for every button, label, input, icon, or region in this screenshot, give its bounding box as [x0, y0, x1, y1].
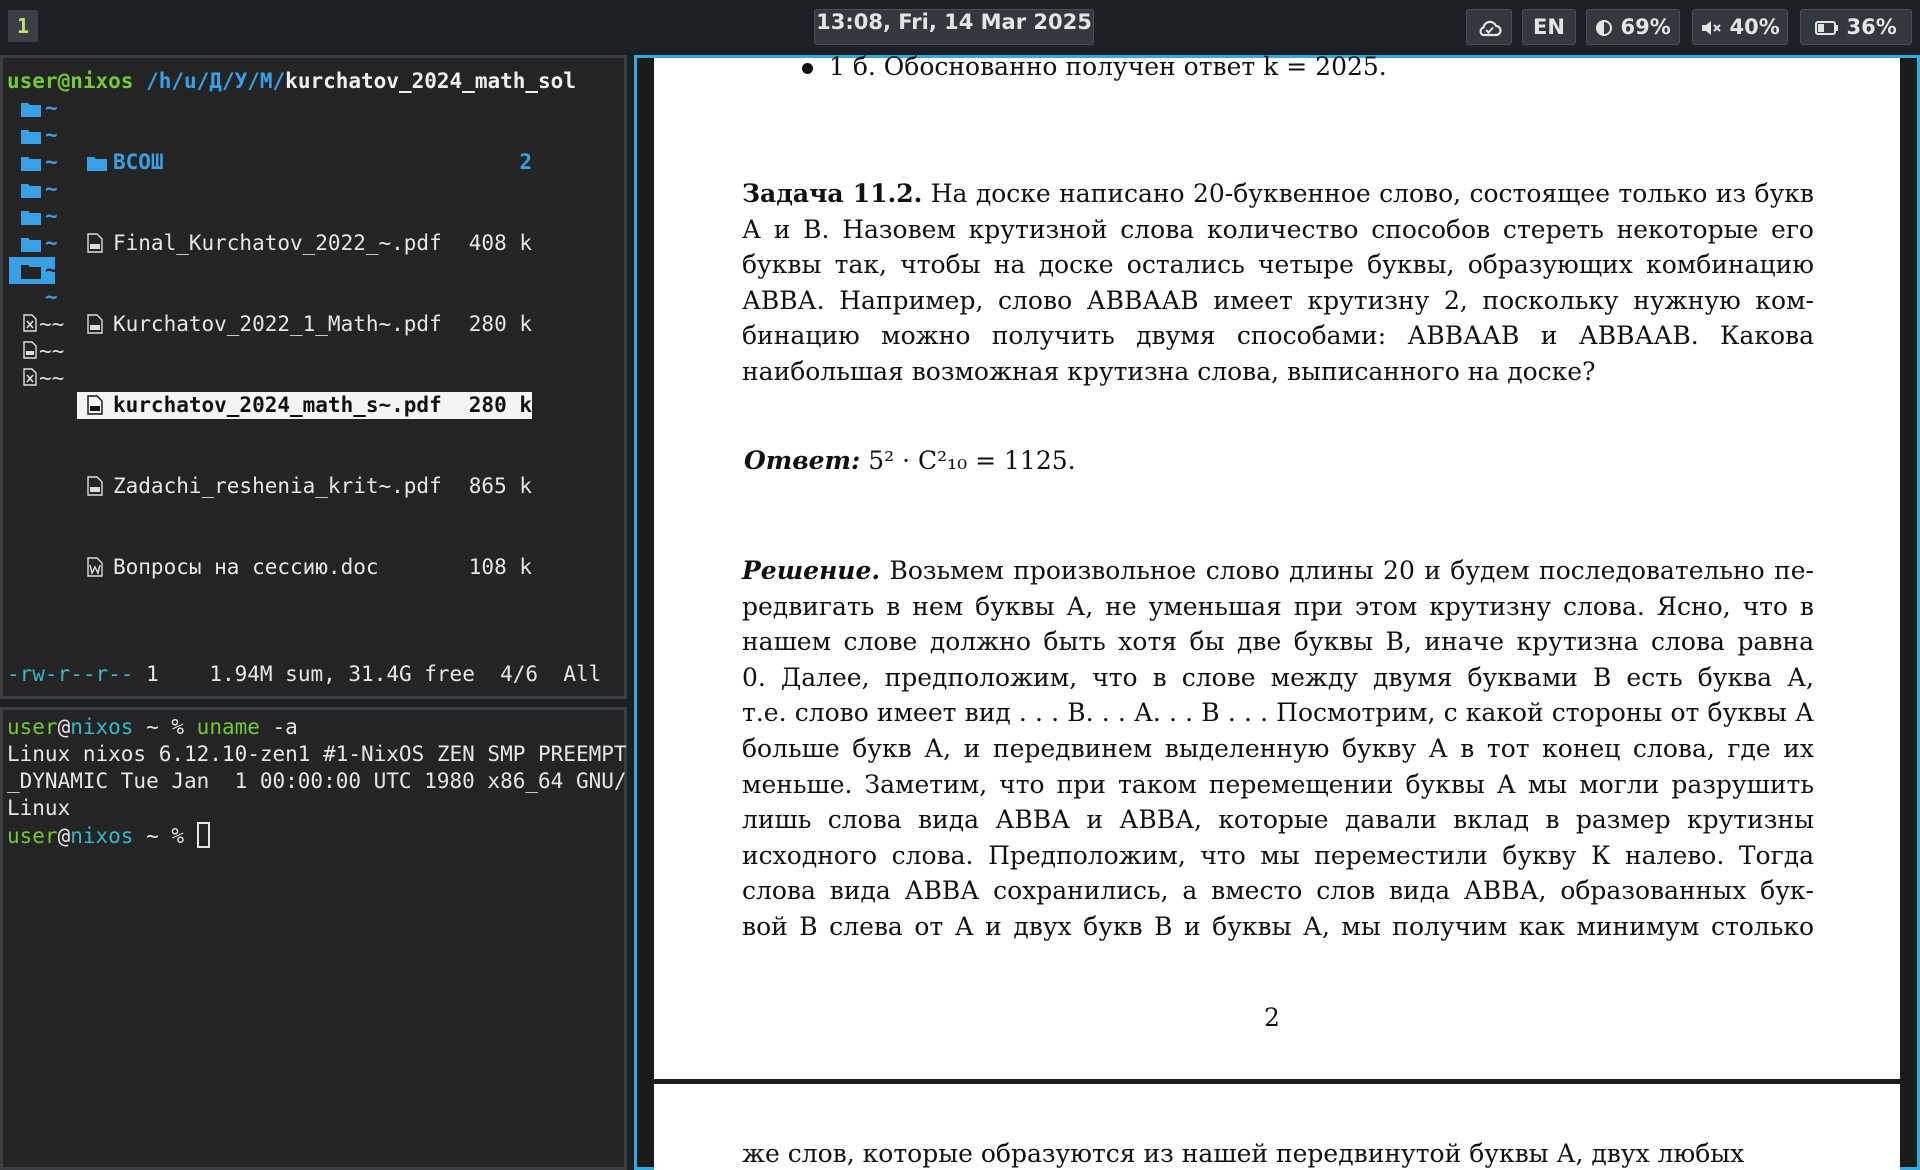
parent-entry-label: ~	[45, 96, 58, 120]
volume-module[interactable]	[1692, 9, 1788, 45]
fm-parent-column[interactable]	[15, 95, 65, 392]
pdf-file-icon	[23, 341, 37, 359]
command-name: uname	[196, 715, 260, 739]
answer-line	[744, 446, 1076, 475]
solution-line: нашем слове должно быть хотя бы две буквы В, иначе крутизна слова равна	[742, 627, 1814, 657]
file-size: 865 k	[468, 474, 532, 498]
file-name: Kurchatov_2022_1_Math~.pdf	[113, 312, 442, 336]
pdf-next-page	[654, 1084, 1900, 1170]
parent-entry-selected[interactable]	[9, 257, 58, 284]
file-name: ВСОШ	[113, 150, 164, 174]
xls-file-icon	[23, 314, 37, 332]
file-list-item[interactable]	[77, 311, 532, 338]
file-list-item[interactable]	[77, 230, 532, 257]
clock: 13:08, Fri, 14 Mar 2025	[814, 9, 1094, 45]
answer-label: Ответ:	[744, 446, 861, 475]
workspace-indicator[interactable]: 1	[8, 10, 38, 42]
fm-position: 4/6	[500, 662, 539, 686]
parent-entry-label: ~	[45, 258, 58, 282]
next-page-line: же слов, которые образуются из нашей передвинутой буквы А, двух любых	[742, 1139, 1745, 1168]
brightness-value: 69%	[1620, 15, 1671, 39]
parent-entry[interactable]	[15, 95, 65, 122]
folder-icon	[87, 155, 107, 171]
xls-file-icon	[23, 368, 37, 386]
parent-entry-label: ~	[45, 285, 58, 309]
network-module[interactable]	[1466, 9, 1512, 45]
file-list-item[interactable]	[77, 149, 532, 176]
fm-path-current: kurchatov_2024_math_sol	[285, 69, 576, 93]
fm-path-prefix: /h/u/Д/У/М/	[146, 69, 286, 93]
solution-line: 0. Далее, предположим, что в слове между двумя буквами В есть буква А,	[742, 662, 1814, 692]
file-name: kurchatov_2024_math_s~.pdf	[113, 393, 442, 417]
terminal-cursor	[197, 822, 210, 848]
previous-criterion-line	[802, 52, 1387, 81]
parent-file-entry[interactable]	[15, 338, 65, 365]
fm-scroll: All	[563, 662, 602, 686]
file-name: Zadachi_reshenia_krit~.pdf	[113, 474, 442, 498]
solution-label: Решение.	[742, 556, 881, 585]
fm-status-bar	[7, 661, 601, 688]
fm-summary: 1.94M sum, 31.4G free	[209, 662, 475, 686]
pdf-file-icon	[87, 233, 103, 253]
parent-entry[interactable]	[15, 284, 65, 311]
solution-line: редвигать в нем буквы А, не уменьшая при этом крутизну слова. Ясно, что в	[742, 591, 1814, 621]
brightness-icon	[1595, 19, 1613, 37]
file-size: 108 k	[468, 555, 532, 579]
fm-path-bar	[7, 68, 576, 95]
file-size: 408 k	[468, 231, 532, 255]
solution-line: т.е. слово имеет вид . . . В. . . А. . . В . . . Посмотрим, с какой стороны от буквы А	[742, 698, 1814, 728]
parent-entry-label: ~	[45, 177, 58, 201]
folder-icon	[21, 155, 41, 171]
file-size: 280 k	[468, 312, 532, 336]
pdf-page	[654, 52, 1900, 1079]
terminal-pane[interactable]	[0, 707, 627, 1170]
battery-value: 36%	[1846, 15, 1897, 39]
pdf-file-icon	[87, 314, 103, 334]
file-name: Вопросы на сессию.doc	[113, 555, 379, 579]
prompt-rest: ~ %	[133, 824, 197, 848]
prompt-host: nixos	[70, 715, 134, 739]
parent-entry[interactable]	[15, 203, 65, 230]
keyboard-layout[interactable]: EN	[1522, 9, 1576, 45]
answer-formula: 5² · C²₁₀ = 1125.	[868, 446, 1076, 475]
folder-icon	[21, 182, 41, 198]
volume-value: 40%	[1729, 15, 1780, 39]
battery-module[interactable]	[1800, 9, 1912, 45]
file-manager-pane[interactable]	[0, 55, 627, 699]
file-size: 2	[519, 150, 532, 174]
fm-user-host: user@nixos	[7, 69, 134, 93]
parent-entry-label: ~	[45, 204, 58, 228]
solution-line: слова вида АВВА сохранились, а вместо слов вида АВВА, образованных бук-	[742, 876, 1814, 906]
prompt-user: user	[7, 715, 58, 739]
folder-icon	[21, 128, 41, 144]
prompt-user: user	[7, 824, 58, 848]
task-line: На доске написано 20-буквенное слово, состоящее только из букв	[930, 179, 1814, 208]
parent-entry[interactable]	[15, 149, 65, 176]
solution-line: больше букв А, и передвинем выделенную букву А в тот конец слова, где их	[742, 733, 1814, 763]
prompt-host: nixos	[70, 824, 134, 848]
task-line: буквы так, чтобы на доске остались четыре буквы, образующих комбинацию	[742, 250, 1814, 280]
solution-line: вой В слева от А и двух букв В и буквы А, мы получим как минимум столько	[742, 911, 1814, 941]
speaker-muted-icon	[1700, 19, 1722, 37]
task-paragraph	[742, 176, 1814, 390]
file-list-item[interactable]	[77, 473, 532, 500]
folder-icon	[21, 236, 41, 252]
previous-criterion-text: 1 б. Обоснованно получен ответ k = 2025.	[829, 52, 1387, 81]
parent-file-entry[interactable]	[15, 365, 65, 392]
parent-file-entry[interactable]	[15, 311, 65, 338]
folder-icon	[21, 209, 41, 225]
task-line: бинацию можно получить двумя способами: АВВААВ и АВВААВ. Какова	[742, 321, 1814, 351]
top-bar	[0, 0, 1920, 52]
battery-icon	[1815, 21, 1839, 35]
parent-entry-label: ~~	[39, 312, 65, 336]
pdf-file-icon	[87, 476, 103, 496]
parent-entry-label: ~	[45, 231, 58, 255]
solution-paragraph	[742, 553, 1814, 945]
file-size: 280 k	[468, 393, 532, 417]
solution-line: меньше. Заметим, что при таком перемещении буквы А мы могли разрушить	[742, 769, 1814, 799]
prompt-at: @	[57, 715, 71, 739]
folder-icon	[21, 101, 41, 117]
parent-entry-label: ~	[45, 123, 58, 147]
fm-links: 1	[146, 662, 159, 686]
parent-entry[interactable]	[15, 230, 65, 257]
brightness-module[interactable]	[1586, 9, 1680, 45]
parent-entry-label: ~	[45, 150, 58, 174]
prompt-at: @	[57, 824, 71, 848]
parent-entry-label: ~~	[39, 339, 65, 363]
solution-line: лишь слова вида АВВА и АВВА, которые давали вклад в размер крутизны	[742, 805, 1814, 835]
cloud-icon	[1476, 17, 1502, 39]
prompt-rest: ~ %	[133, 715, 197, 739]
solution-line: исходного слова. Предположим, что мы переместили букву К налево. Тогда	[742, 840, 1814, 870]
word-file-icon	[87, 557, 103, 577]
command-output: Linux nixos 6.12.10-zen1 #1-NixOS ZEN SMP PREEMPT_DYNAMIC Tue Jan 1 00:00:00 UTC 1980 x86_64 GNU/Linux	[7, 742, 627, 820]
parent-entry-label: ~~	[39, 366, 65, 390]
file-name: Final_Kurchatov_2022_~.pdf	[113, 231, 442, 255]
file-list-item-selected[interactable]	[77, 392, 532, 419]
parent-entry[interactable]	[15, 122, 65, 149]
solution-line: Возьмем произвольное слово длины 20 и будем последовательно пе-	[889, 556, 1814, 585]
pdf-viewer-pane[interactable]	[634, 52, 1920, 1170]
parent-entry[interactable]	[15, 176, 65, 203]
task-title: Задача 11.2.	[742, 179, 923, 208]
terminal-output[interactable]	[7, 714, 627, 850]
bullet-icon	[802, 63, 813, 74]
fm-file-list[interactable]	[77, 95, 532, 635]
fm-permissions: -rw-r--r--	[7, 662, 134, 686]
command-args: -a	[259, 715, 298, 739]
task-line: наибольшая возможная крутизна слова, выписанного на доске?	[742, 356, 1596, 386]
task-line: АВВА. Например, слово АВВААВ имеет крутизну 2, поскольку нужную ком-	[742, 285, 1814, 315]
pdf-file-icon	[87, 395, 103, 415]
folder-icon	[21, 263, 41, 279]
page-number: 2	[1264, 1003, 1280, 1032]
task-line: А и В. Назовем крутизной слова количество способов стереть некоторые его	[742, 214, 1814, 244]
file-list-item[interactable]	[77, 554, 532, 581]
